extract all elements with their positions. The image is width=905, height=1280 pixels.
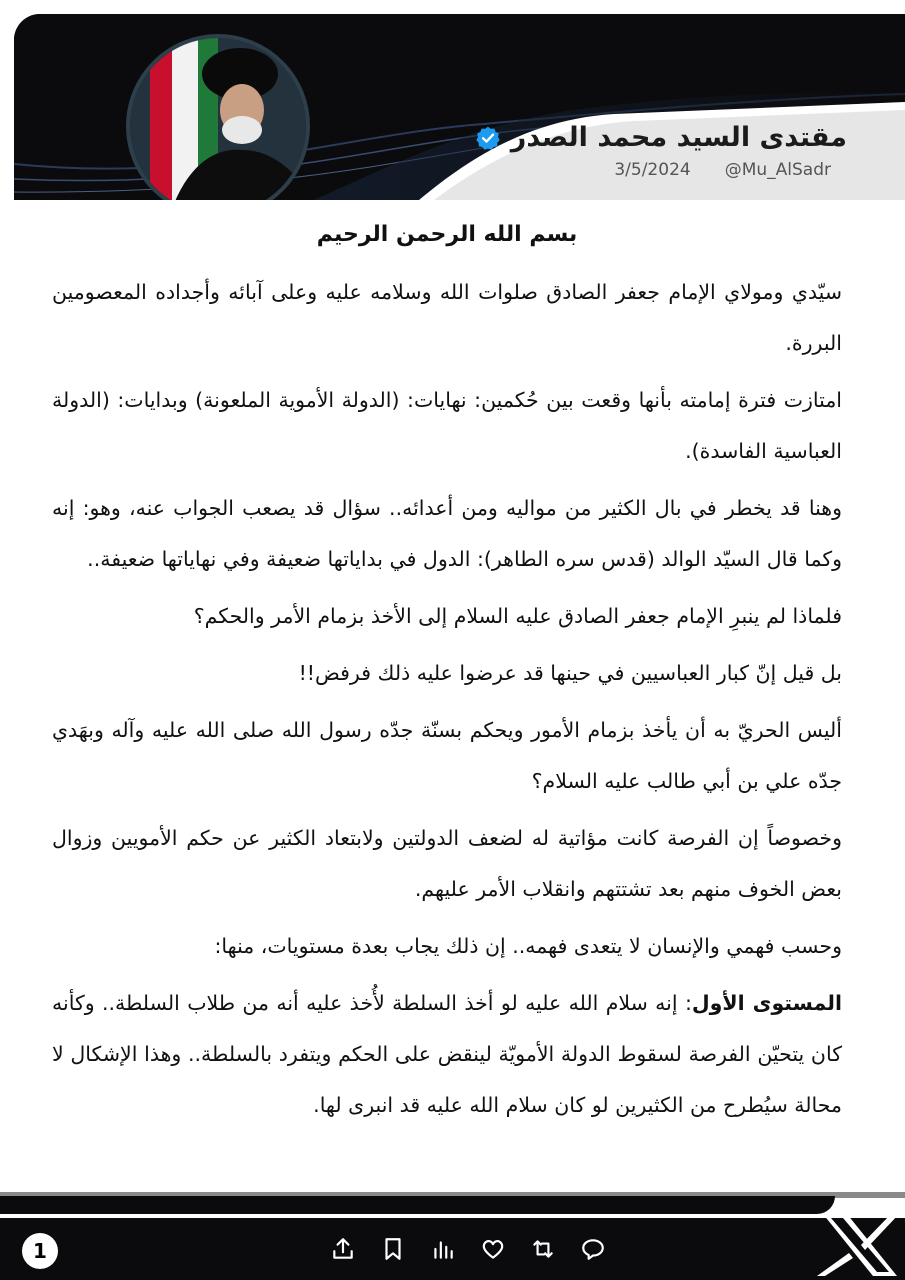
paragraph: وخصوصاً إن الفرصة كانت مؤاتية له لضعف الدولتين ولابتعاد الكثير عن حكم الأمويين وزوال بعض الخوف منهم بعد تشتتهم وانقلاب الأمر عليهم. — [52, 826, 842, 901]
level-text: : إنه سلام الله عليه لو أخذ السلطة لأُخذ عليه أنه من طلاب السلطة.. وكأنه كان يتحيّن الفرصة لسقوط الدولة الأمويّة لينقض على الحكم ويتفرد بالسلطة.. وهذا الإشكال لا محالة سيُطرح من الكثيرين لو كان سلام الله عليه قد انبرى لها. — [52, 991, 842, 1117]
post-footer — [0, 1218, 905, 1280]
meta-row — [614, 160, 831, 180]
post-body — [52, 212, 842, 1137]
repost-icon[interactable] — [528, 1234, 558, 1264]
paragraph: أليس الحريّ به أن يأخذ بزمام الأمور ويحكم بسنّة جدّه رسول الله صلى الله عليه وآله وبهَدي جدّه علي بن أبي طالب عليه السلام؟ — [52, 718, 842, 793]
verified-badge-icon — [475, 125, 501, 151]
footer-band — [0, 1196, 835, 1214]
level-label: المستوى الأول — [691, 991, 843, 1015]
reply-icon[interactable] — [578, 1234, 608, 1264]
paragraph: فلماذا لم ينبرِ الإمام جعفر الصادق عليه السلام إلى الأخذ بزمام الأمر والحكم؟ — [193, 604, 842, 628]
author-name[interactable]: مقتدى السيد محمد الصدر — [510, 122, 847, 153]
paragraph: وحسب فهمي والإنسان لا يتعدى فهمه.. إن ذلك يجاب بعدة مستويات، منها: — [214, 934, 842, 958]
share-icon[interactable] — [328, 1234, 358, 1264]
x-logo-icon — [809, 1210, 905, 1280]
author-row — [475, 122, 847, 153]
paragraph-level-one — [52, 978, 842, 1131]
action-bar — [328, 1234, 608, 1264]
post-date: 3/5/2024 — [614, 160, 691, 180]
bookmark-icon[interactable] — [378, 1234, 408, 1264]
like-icon[interactable] — [478, 1234, 508, 1264]
author-handle[interactable]: @Mu_AlSadr — [724, 160, 831, 180]
avatar-portrait — [130, 38, 306, 200]
views-icon[interactable] — [428, 1234, 458, 1264]
paragraph: بل قيل إنّ كبار العباسيين في حينها قد عرضوا عليه ذلك فرفض!! — [298, 661, 842, 685]
page-number: 1 — [22, 1233, 58, 1269]
basmala: بسم الله الرحمن الرحيم — [316, 222, 578, 247]
paragraph: سيّدي ومولاي الإمام جعفر الصادق صلوات الله وسلامه عليه وعلى آبائه وأجداده المعصومين البررة. — [52, 280, 842, 355]
avatar[interactable] — [126, 34, 310, 200]
paragraph: امتازت فترة إمامته بأنها وقعت بين حُكمين: نهايات: (الدولة الأموية الملعونة) وبدايات: (الدولة العباسية الفاسدة). — [52, 388, 842, 463]
paragraph: وهنا قد يخطر في بال الكثير من مواليه ومن أعدائه.. سؤال قد يصعب الجواب عنه، وهو: إنه وكما قال السيّد الوالد (قدس سره الطاهر): الدول في بداياتها ضعيفة وفي نهاياتها ضعيفة.. — [52, 496, 842, 571]
